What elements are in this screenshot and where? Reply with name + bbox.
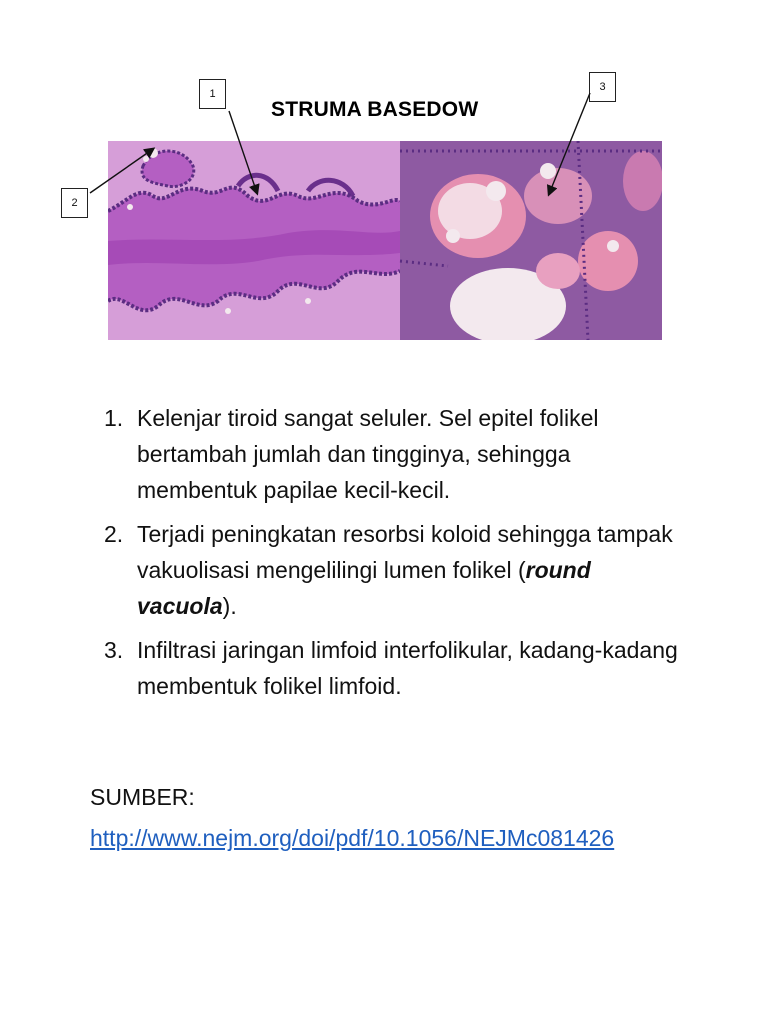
list-text: Terjadi peningkatan resorbsi koloid sehingga tampak vakuolisasi mengelilingi lumen folikel ( bbox=[137, 521, 673, 583]
page-title: STRUMA BASEDOW bbox=[271, 98, 479, 121]
list-number: 3. bbox=[104, 637, 124, 663]
list-text: Kelenjar tiroid sangat seluler. Sel epitel folikel bertambah jumlah dan tingginya, sehingga membentuk papilae kecil-kecil. bbox=[137, 405, 599, 503]
micrograph-follicles bbox=[400, 141, 662, 340]
micrograph-papillae bbox=[108, 141, 400, 340]
emphasis-text: round vacuola bbox=[137, 557, 591, 619]
list-number: 2. bbox=[104, 521, 124, 547]
list-item bbox=[104, 632, 684, 704]
callout-box-1: 1 bbox=[199, 79, 226, 109]
source-label: SUMBER: bbox=[90, 784, 195, 810]
source-link[interactable]: http://www.nejm.org/doi/pdf/10.1056/NEJMc081426 bbox=[90, 825, 615, 851]
list-item bbox=[104, 516, 684, 624]
list-text-tail: ). bbox=[222, 593, 237, 619]
list-number: 1. bbox=[104, 405, 124, 431]
histology-figure bbox=[108, 141, 662, 340]
callout-box-2: 2 bbox=[61, 188, 88, 218]
callout-box-3: 3 bbox=[589, 72, 616, 102]
findings-list bbox=[104, 400, 684, 712]
list-text: Infiltrasi jaringan limfoid interfolikular, kadang-kadang membentuk folikel limfoid. bbox=[137, 637, 678, 699]
list-item bbox=[104, 400, 684, 508]
